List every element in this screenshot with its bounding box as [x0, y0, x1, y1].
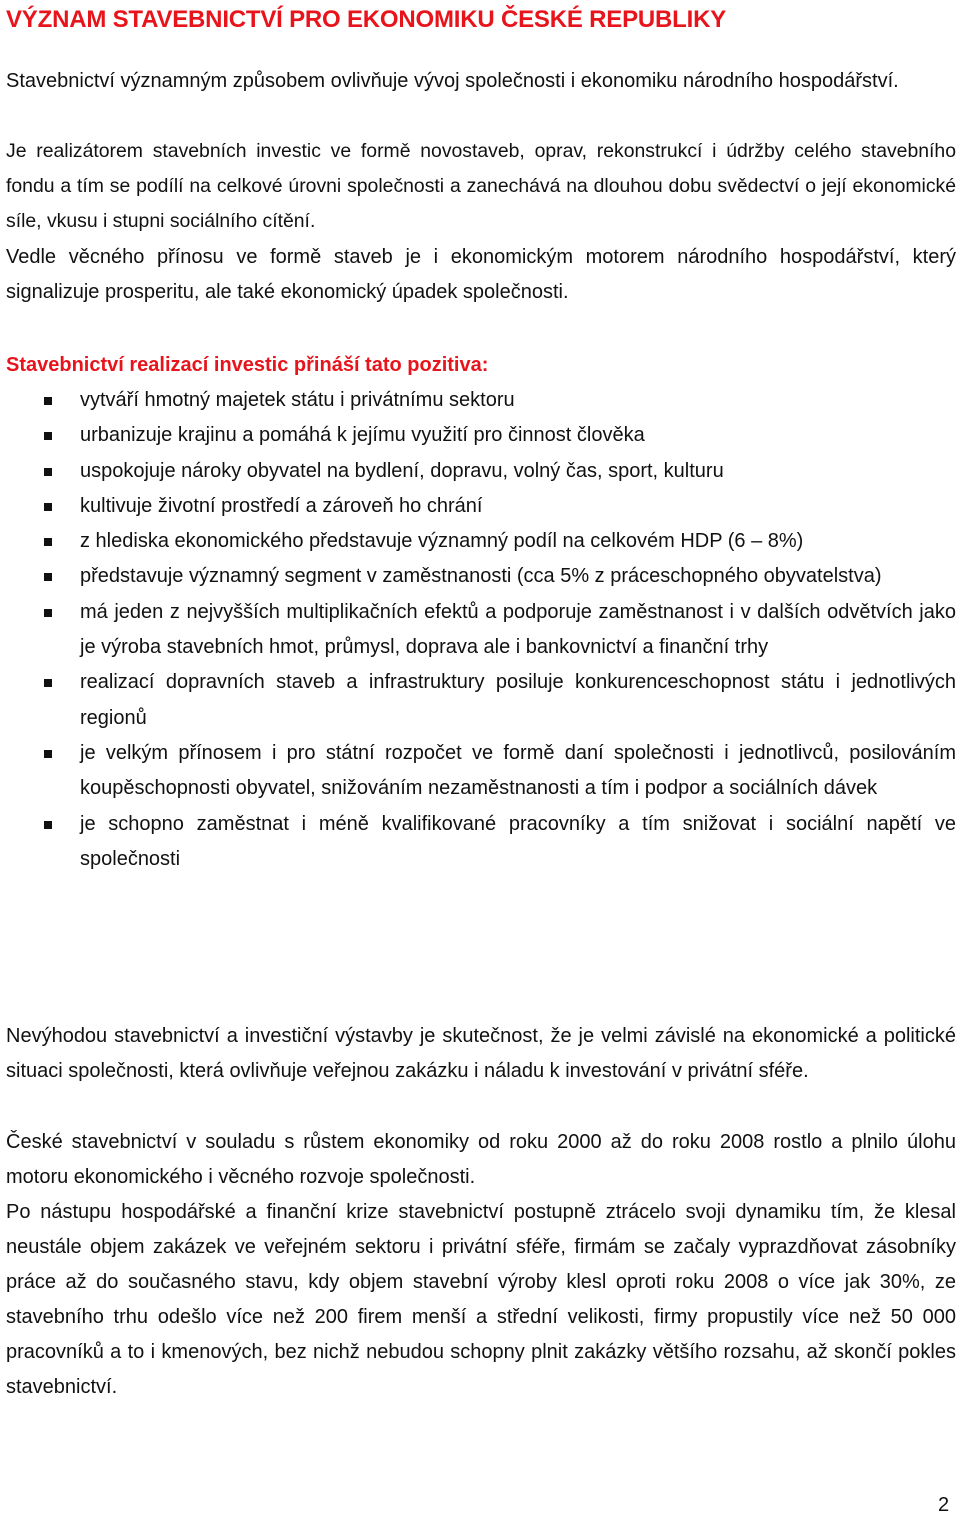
- list-item: [6, 524, 956, 559]
- intro-paragraph-2: Je realizátorem stavebních investic ve formě novostaveb, oprav, rekonstrukcí i údržby celého stavebního fondu a tím se podílí na celkové úrovni společnosti a zanechává na dlouhou dobu svědectví o její ekonomické síle, vkusu i stupni sociálního cítění.: [6, 140, 956, 232]
- list-item-text: realizací dopravních staveb a infrastruktury posiluje konkurenceschopnost státu i jednotlivých regionů: [80, 671, 956, 729]
- square-bullet-icon: [44, 609, 52, 617]
- list-item-text: urbanizuje krajinu a pomáhá k jejímu využití pro činnost člověka: [80, 424, 645, 447]
- list-item: [6, 595, 956, 666]
- closing-paragraph-1: Nevýhodou stavebnictví a investiční výstavby je skutečnost, že je velmi závislé na ekonomické a politické situaci společnosti, která ovlivňuje veřejnou zakázku i náladu k investování v privátní sféře.: [6, 1025, 956, 1082]
- square-bullet-icon: [44, 573, 52, 581]
- square-bullet-icon: [44, 750, 52, 758]
- list-item: [6, 665, 956, 736]
- list-item-text: představuje významný segment v zaměstnanosti (cca 5% z práceschopného obyvatelstva): [80, 565, 882, 588]
- list-item-text: vytváří hmotný majetek státu i privátnímu sektoru: [80, 389, 515, 411]
- closing-paragraph-3: Po nástupu hospodářské a finanční krize stavebnictví postupně ztrácelo svoji dynamiku tím, že klesal neustále objem zakázek ve veřejném sektoru i privátní sféře, firmám se začaly vyprazdňovat zásobníky práce až do současného stavu, kdy objem stavební výroby klesl oproti roku 2008 o více jak 30%, ze stavebního trhu odešlo více než 200 firem menší a střední velikosti, firmy propustily více než 50 000 pracovníků a to i kmenových, bez nichž nebudou schopny plnit zakázky většího rozsahu, až skončí pokles stavebnictví.: [6, 1201, 956, 1398]
- list-item: [6, 418, 956, 453]
- list-item-text: z hlediska ekonomického představuje významný podíl na celkovém HDP (6 – 8%): [80, 530, 804, 553]
- square-bullet-icon: [44, 397, 52, 405]
- closing-paragraph-2: České stavebnictví v souladu s růstem ekonomiky od roku 2000 až do roku 2008 rostlo a plnilo úlohu motoru ekonomického i věcného rozvoje společnosti.: [6, 1131, 956, 1188]
- square-bullet-icon: [44, 503, 52, 511]
- list-item: [6, 559, 956, 594]
- square-bullet-icon: [44, 468, 52, 476]
- list-item: [6, 489, 956, 524]
- list-item-text: je velkým přínosem i pro státní rozpočet ve formě daní společnosti i jednotlivců, posilováním koupěschopnosti obyvatel, snižováním nezaměstnanosti a tím i podpor a sociálních dávek: [80, 741, 956, 800]
- document-title: VÝZNAM STAVEBNICTVÍ PRO EKONOMIKU ČESKÉ REPUBLIKY: [6, 6, 727, 33]
- intro-paragraph-1: Stavebnictví významným způsobem ovlivňuje vývoj společnosti i ekonomiku národního hospodářství.: [6, 70, 899, 92]
- square-bullet-icon: [44, 538, 52, 546]
- list-item-text: kultivuje životní prostředí a zároveň ho chrání: [80, 494, 483, 517]
- list-item: [6, 454, 956, 489]
- section-heading: Stavebnictví realizací investic přináší tato pozitiva:: [6, 354, 489, 376]
- list-item: [6, 736, 956, 807]
- intro-paragraph-3: Vedle věcného přínosu ve formě staveb je i ekonomickým motorem národního hospodářství, který signalizuje prosperitu, ale také ekonomický úpadek společnosti.: [6, 246, 956, 303]
- positives-list: [6, 383, 956, 877]
- list-item-text: má jeden z nejvyšších multiplikačních efektů a podporuje zaměstnanost i v dalších odvětvích jako je výroba stavebních hmot, průmysl, doprava ale i bankovnictví a finanční trhy: [80, 600, 956, 659]
- page-number: 2: [938, 1494, 950, 1516]
- list-item-text: je schopno zaměstnat i méně kvalifikované pracovníky a tím snižovat i sociální napětí ve společnosti: [80, 812, 956, 870]
- list-item: [6, 807, 956, 878]
- square-bullet-icon: [44, 679, 52, 687]
- list-item: [6, 383, 956, 418]
- list-item-text: uspokojuje nároky obyvatel na bydlení, dopravu, volný čas, sport, kulturu: [80, 459, 724, 482]
- square-bullet-icon: [44, 432, 52, 440]
- square-bullet-icon: [44, 821, 52, 829]
